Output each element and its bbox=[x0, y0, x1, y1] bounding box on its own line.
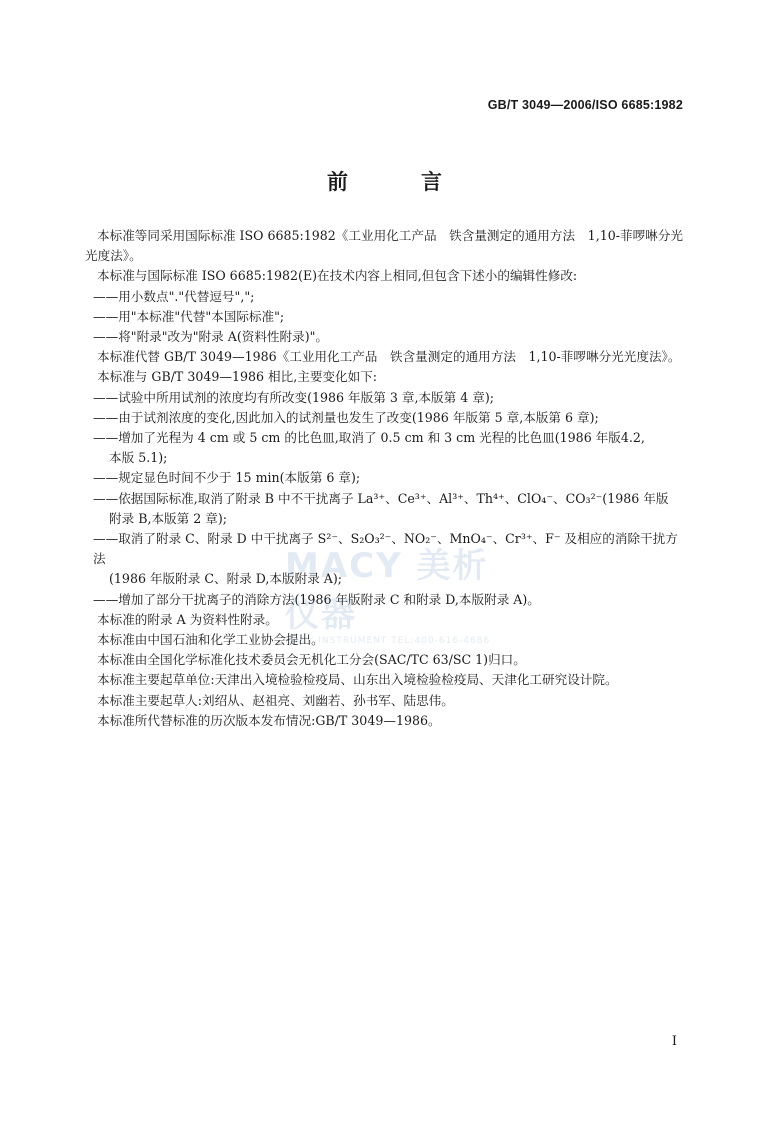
list-item: ——试验中所用试剂的浓度均有所改变(1986 年版第 3 章,本版第 4 章); bbox=[93, 389, 495, 405]
paragraph: 本标准所代替标准的历次版本发布情况:GB/T 3049—1986。 bbox=[97, 712, 441, 728]
list-item: ——由于试剂浓度的变化,因此加入的试剂量也发生了改变(1986 年版第 5 章,本版第 6 章); bbox=[93, 409, 599, 425]
list-item: ——用小数点"."代替逗号","; bbox=[93, 288, 255, 304]
foreword-body bbox=[85, 226, 690, 731]
list-item: ——增加了部分干扰离子的消除方法(1986 年版附录 C 和附录 D,本版附录 A)。 bbox=[93, 591, 540, 607]
list-item-continuation: 附录 B,本版第 2 章); bbox=[109, 510, 227, 526]
paragraph: 本标准由全国化学标准化技术委员会无机化工分会(SAC/TC 63/SC 1)归口。 bbox=[97, 652, 526, 668]
watermark-subtext: MACY INSTRUMENT TEL:400-616-4686 bbox=[285, 636, 491, 646]
list-item: ——增加了光程为 4 cm 或 5 cm 的比色皿,取消了 0.5 cm 和 3 cm 光程的比色皿(1986 年版4.2, bbox=[93, 430, 645, 446]
list-item: ——取消了附录 C、附录 D 中干扰离子 S²⁻、S₂O₃²⁻、NO₂⁻、MnO₄⁻、Cr³⁺、F⁻ 及相应的消除干扰方法 bbox=[93, 531, 678, 567]
paragraph: 本标准的附录 A 为资料性附录。 bbox=[97, 611, 278, 627]
list-item: ——用"本标准"代替"本国际标准"; bbox=[93, 308, 285, 324]
paragraph: 本标准等同采用国际标准 ISO 6685:1982《工业用化工产品 铁含量测定的通用方法 1,10-菲啰啉分光光度法》。 bbox=[85, 228, 683, 264]
list-item-continuation: (1986 年版附录 C、附录 D,本版附录 A); bbox=[109, 571, 343, 587]
list-item: ——将"附录"改为"附录 A(资料性附录)"。 bbox=[93, 329, 329, 345]
paragraph: 本标准与 GB/T 3049—1986 相比,主要变化如下: bbox=[97, 369, 378, 385]
list-item-continuation: 本版 5.1); bbox=[109, 450, 168, 466]
standard-code: GB/T 3049—2006/ISO 6685:1982 bbox=[487, 98, 683, 112]
paragraph: 本标准代替 GB/T 3049—1986《工业用化工产品 铁含量测定的通用方法 1,10-菲啰啉分光光度法》。 bbox=[97, 349, 681, 365]
list-item: ——规定显色时间不少于 15 min(本版第 6 章); bbox=[93, 470, 361, 486]
paragraph: 本标准与国际标准 ISO 6685:1982(E)在技术内容上相同,但包含下述小的编辑性修改: bbox=[97, 268, 578, 284]
list-item: ——依据国际标准,取消了附录 B 中不干扰离子 La³⁺、Ce³⁺、Al³⁺、Th⁴⁺、ClO₄⁻、CO₃²⁻(1986 年版 bbox=[93, 490, 669, 506]
paragraph: 本标准由中国石油和化学工业协会提出。 bbox=[97, 632, 324, 648]
paragraph: 本标准主要起草单位:天津出入境检验检疫局、山东出入境检验检疫局、天津化工研究设计院。 bbox=[97, 672, 618, 688]
paragraph: 本标准主要起草人:刘绍从、赵祖亮、刘幽若、孙书军、陆思伟。 bbox=[97, 692, 454, 708]
page-title: 前 言 bbox=[327, 170, 468, 194]
page-number: I bbox=[671, 1034, 677, 1049]
watermark-brand: MACY 美析仪器 bbox=[285, 546, 489, 635]
